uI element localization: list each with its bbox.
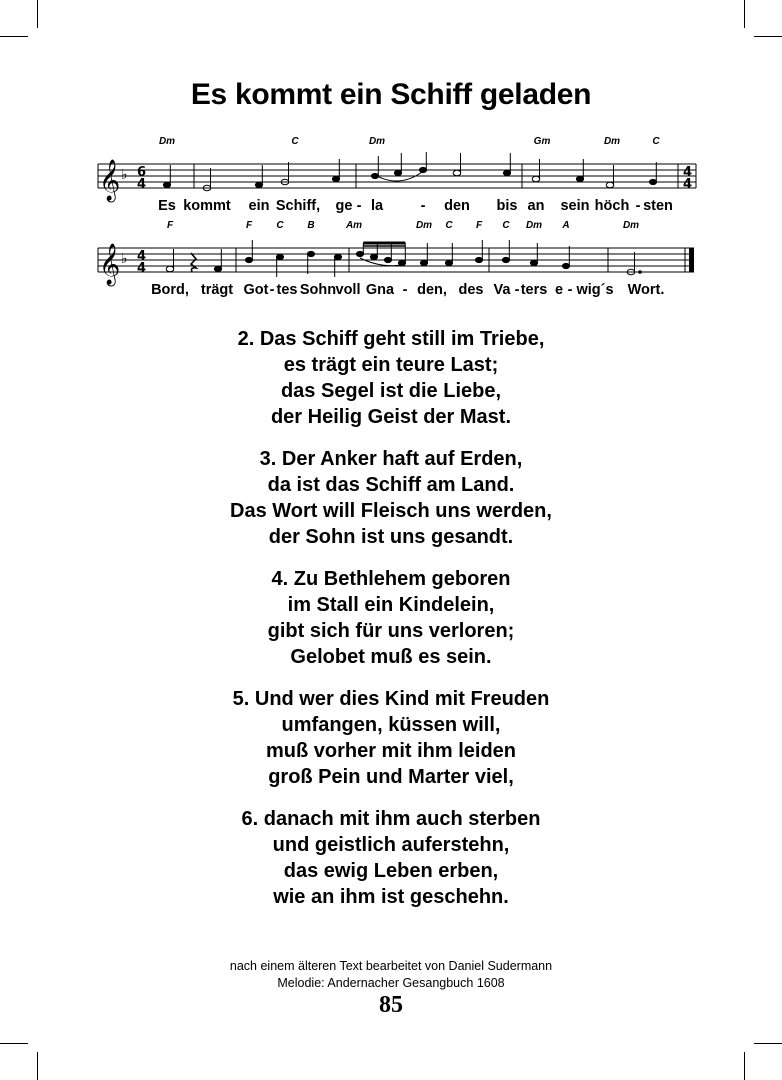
- verse-6: [0, 806, 782, 910]
- flat-icon: ♭: [121, 251, 128, 267]
- lyric-syllable: wig´s: [576, 282, 614, 298]
- svg-text:6: 6: [137, 165, 147, 180]
- crop-mark: [0, 1043, 28, 1044]
- crop-mark: [37, 1052, 38, 1080]
- lyric-syllable: -: [420, 198, 426, 214]
- slur-icon: [360, 258, 402, 266]
- verses: [0, 326, 782, 926]
- verse-line: es trägt ein teure Last;: [283, 354, 499, 376]
- chord-symbol: C: [291, 136, 299, 147]
- verse-line: das ewig Leben erben,: [283, 860, 499, 882]
- lyric-syllable: Va: [493, 282, 511, 298]
- lyric-syllable: -: [269, 282, 275, 298]
- svg-text:4: 4: [137, 249, 147, 264]
- lyric-syllable: höch: [594, 198, 630, 214]
- chord-symbol: Dm: [622, 220, 640, 231]
- lyric-syllable: sein: [560, 198, 590, 214]
- lyric-syllable: Got: [243, 282, 269, 298]
- chord-symbol: Dm: [603, 136, 621, 147]
- chord-symbol: A: [562, 220, 570, 231]
- music-line-1: [90, 134, 702, 220]
- verse-line: groß Pein und Marter viel,: [268, 766, 514, 788]
- verse-line: 5. Und wer dies Kind mit Freuden: [232, 688, 550, 710]
- lyric-syllable: Sohn: [299, 282, 337, 298]
- verse-5: [0, 686, 782, 790]
- music-line-2: [90, 216, 702, 304]
- verse-line: gibt sich für uns verloren;: [267, 620, 515, 642]
- lyric-syllable: e: [554, 282, 564, 298]
- crop-mark: [754, 1043, 782, 1044]
- lyric-syllable: kommt: [183, 198, 231, 214]
- crop-mark: [744, 0, 745, 28]
- credits: [0, 958, 782, 992]
- crop-mark: [37, 0, 38, 28]
- verse-line: 4. Zu Bethlehem geboren: [271, 568, 511, 590]
- lyrics-row-1: [90, 198, 702, 218]
- lyric-syllable: sten: [643, 198, 673, 214]
- crop-mark: [0, 36, 28, 37]
- treble-clef-icon: 𝄞: [99, 160, 121, 201]
- lyric-syllable: den: [444, 198, 470, 214]
- verse-line: Das Wort will Fleisch uns werden,: [230, 500, 552, 522]
- verse-line: der Heilig Geist der Mast.: [270, 406, 512, 428]
- song-title: Es kommt ein Schiff geladen: [190, 78, 592, 111]
- verse-line: und geistlich auferstehn,: [272, 834, 510, 856]
- lyric-syllable: -: [567, 282, 573, 298]
- verse-line: 3. Der Anker haft auf Erden,: [259, 448, 523, 470]
- lyric-syllable: den,: [417, 282, 447, 298]
- chord-symbol: C: [502, 220, 510, 231]
- page-number: 85: [379, 992, 403, 1018]
- verse-line: da ist das Schiff am Land.: [267, 474, 515, 496]
- lyric-syllable: Es: [158, 198, 176, 214]
- svg-text:4: 4: [683, 177, 693, 192]
- lyric-syllable: -: [514, 282, 520, 298]
- lyric-syllable: trägt: [200, 282, 234, 298]
- chord-symbol: Dm: [368, 136, 386, 147]
- chord-symbol: Dm: [415, 220, 433, 231]
- lyric-syllable: ge: [335, 198, 353, 214]
- flat-icon: ♭: [121, 167, 128, 183]
- lyric-syllable: -: [402, 282, 408, 298]
- chord-symbol: F: [166, 220, 174, 231]
- svg-text:4: 4: [137, 177, 147, 192]
- lyric-syllable: tes: [276, 282, 298, 298]
- svg-text:4: 4: [683, 165, 693, 180]
- verse-line: 2. Das Schiff geht still im Triebe,: [237, 328, 545, 350]
- treble-clef-icon: 𝄞: [99, 244, 121, 285]
- notes-line-1: [163, 152, 656, 191]
- verse-line: muß vorher mit ihm leiden: [265, 740, 517, 762]
- verse-line: im Stall ein Kindelein,: [287, 594, 495, 616]
- lyric-syllable: an: [527, 198, 545, 214]
- chord-symbol: Dm: [158, 136, 176, 147]
- chord-symbol: B: [307, 220, 315, 231]
- lyric-syllable: ters: [520, 282, 548, 298]
- lyric-syllable: Schiff,: [275, 198, 321, 214]
- crop-mark: [744, 1052, 745, 1080]
- verse-2: [0, 326, 782, 430]
- svg-text:4: 4: [137, 261, 147, 276]
- lyric-syllable: des: [458, 282, 484, 298]
- verse-4: [0, 566, 782, 670]
- verse-line: Gelobet muß es sein.: [290, 646, 492, 668]
- lyric-syllable: voll: [335, 282, 361, 298]
- chord-symbol: C: [652, 136, 660, 147]
- verse-line: das Segel ist die Liebe,: [280, 380, 502, 402]
- lyric-syllable: ein: [248, 198, 270, 214]
- lyric-syllable: bis: [496, 198, 518, 214]
- chord-symbol: Gm: [533, 136, 551, 147]
- lyric-syllable: Bord,: [151, 282, 189, 298]
- lyric-syllable: Wort.: [627, 282, 665, 298]
- text-credit: nach einem älteren Text bearbeitet von Daniel Sudermann: [229, 959, 553, 973]
- chord-symbol: F: [245, 220, 253, 231]
- crop-mark: [754, 36, 782, 37]
- chord-symbol: F: [475, 220, 483, 231]
- chord-symbol: Am: [345, 220, 363, 231]
- chord-symbol: C: [445, 220, 453, 231]
- lyric-syllable: la: [370, 198, 384, 214]
- lyric-syllable: -: [356, 198, 362, 214]
- lyric-syllable: Gna: [365, 282, 395, 298]
- lyric-syllable: -: [635, 198, 641, 214]
- chord-symbol: Dm: [525, 220, 543, 231]
- verse-3: [0, 446, 782, 550]
- verse-line: der Sohn ist uns gesandt.: [268, 526, 514, 548]
- melody-credit: Melodie: Andernacher Gesangbuch 1608: [277, 976, 505, 990]
- quarter-rest-icon: [191, 253, 196, 272]
- verse-line: umfangen, küssen will,: [281, 714, 501, 736]
- verse-line: 6. danach mit ihm auch sterben: [241, 808, 541, 830]
- lyrics-row-2: [90, 282, 702, 302]
- chord-symbol: C: [276, 220, 284, 231]
- verse-line: wie an ihm ist geschehn.: [273, 886, 509, 908]
